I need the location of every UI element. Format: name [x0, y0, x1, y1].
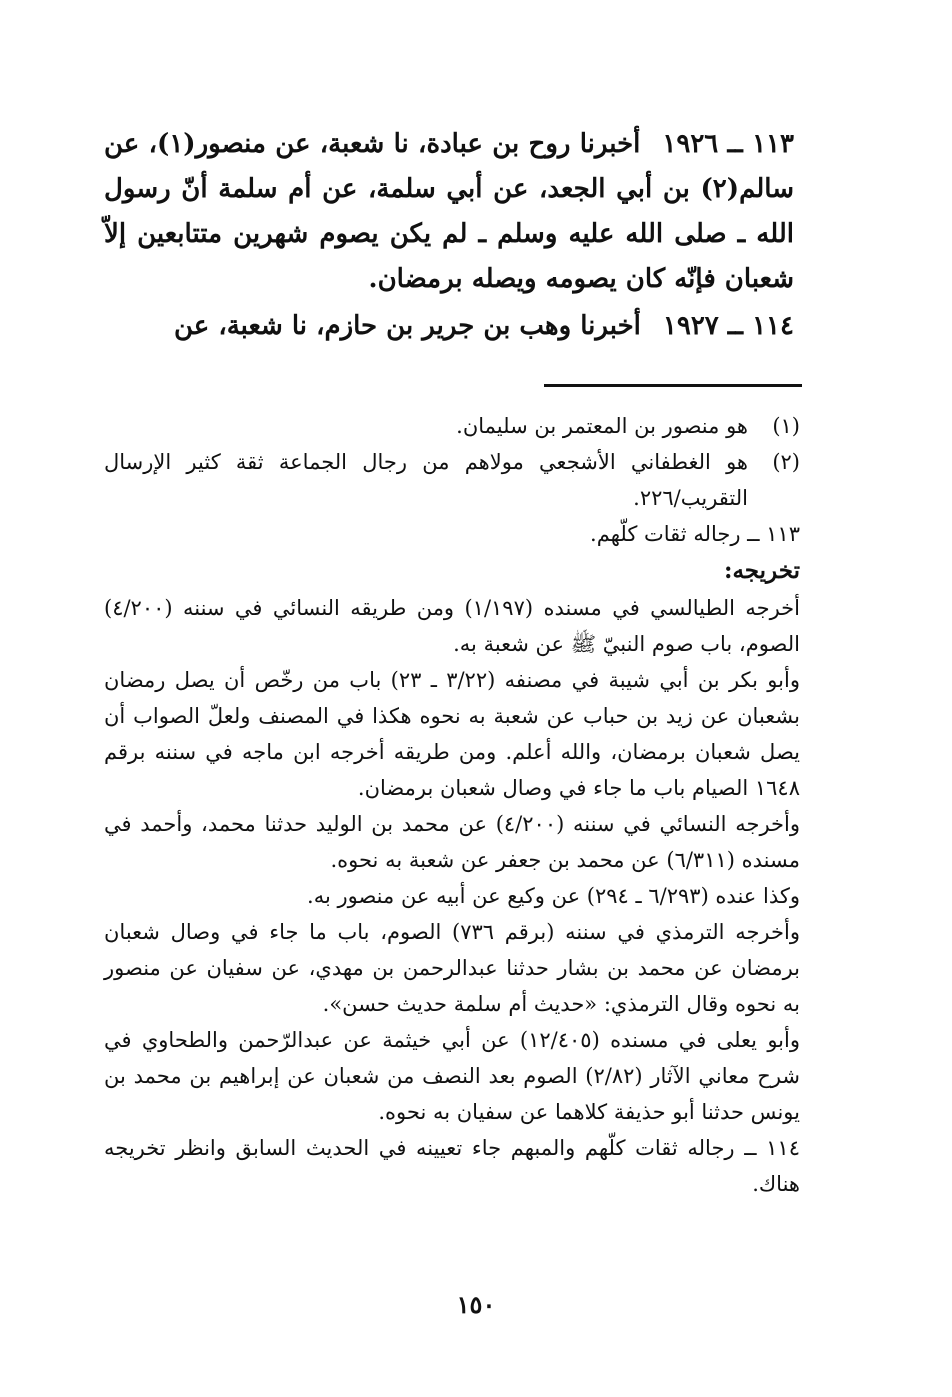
hadith-number: ١١٤ ــ ١٩٢٧: [662, 311, 794, 341]
main-text: [104, 122, 794, 349]
footnotes-section: [104, 408, 800, 1202]
note-113: ١١٣ ــ رجاله ثقات كلّهم.: [590, 522, 800, 546]
takhrij-heading: تخريجه:: [723, 557, 800, 584]
footnote-number: (٢): [772, 450, 800, 474]
footnote-number: (١): [772, 414, 800, 438]
takhrij-line: وأبو بكر بن أبي شيبة في مصنفه (٣/٢٢ ـ ٢٣) باب من رخّص أن يصل رمضان بشعبان عن زيد بن حباب عن شعبة به نحوه هكذا في المصنف ولعلّ الصواب أن يصل شعبان برمضان، والله أعلم. ومن طريقه أخرجه ابن ماجه في سننه برقم ١٦٤٨ الصيام باب ما جاء في وصال شعبان برمضان.: [104, 668, 800, 800]
page-number: ١٥٠: [456, 1290, 496, 1319]
hadith-text: أخبرنا وهب بن جرير بن حازم، نا شعبة، عن: [173, 311, 641, 341]
takhrij-line: وأخرجه النسائي في سننه (٤/٢٠٠) عن محمد بن الوليد حدثنا محمد، وأحمد في مسنده (٦/٣١١) عن محمد بن جعفر عن شعبة به نحوه.: [104, 812, 800, 872]
takhrij-line: وأخرجه الترمذي في سننه (برقم ٧٣٦) الصوم، باب ما جاء في وصال شعبان برمضان عن محمد بن بشار حدثنا عبدالرحمن بن مهدي، عن سفيان عن منصور به نحوه وقال الترمذي: «حديث أم سلمة حديث حسن».: [104, 920, 800, 1016]
footnote-text: هو الغطفاني الأشجعي مولاهم من رجال الجماعة ثقة كثير الإرسال التقريب/٢٢٦.: [104, 450, 748, 510]
takhrij-line: وأبو يعلى في مسنده (١٢/٤٠٥) عن أبي خيثمة عن عبدالرّحمن والطحاوي في شرح معاني الآثار (٢/٨٢) الصوم بعد النصف من شعبان عن إبراهيم بن محمد بن يونس حدثنا أبو حذيفة كلاهما عن سفيان به نحوه.: [104, 1028, 800, 1124]
footnote-text: هو منصور بن المعتمر بن سليمان.: [456, 414, 748, 438]
takhrij-line: أخرجه الطيالسي في مسنده (١/١٩٧) ومن طريقه النسائي في سننه (٤/٢٠٠) الصوم، باب صوم النبيّ ﷺ عن شعبة به.: [104, 596, 800, 656]
hadith-text: أخبرنا روح بن عبادة، نا شعبة، عن منصور(١)، عن سالم(٢) بن أبي الجعد، عن أبي سلمة، عن أم سلمة أنّ رسول الله ـ صلى الله عليه وسلم ـ لم يكن يصوم شهرين متتابعين إلاّ شعبان فإنّه كان يصومه ويصله برمضان.: [104, 129, 794, 294]
footnote-separator: [544, 384, 802, 387]
hadith-1927: [104, 304, 794, 349]
note-114: ١١٤ ــ رجاله ثقات كلّهم والمبهم جاء تعيينه في الحديث السابق وانظر تخريجه هناك.: [104, 1136, 800, 1196]
footnote-1: [104, 408, 800, 444]
hadith-1926: [104, 122, 794, 302]
hadith-number: ١١٣ ــ ١٩٢٦: [662, 129, 794, 159]
takhrij-line: وكذا عنده (٦/٢٩٣ ـ ٢٩٤) عن وكيع عن أبيه عن منصور به.: [307, 884, 800, 908]
footnote-2: [104, 444, 800, 516]
